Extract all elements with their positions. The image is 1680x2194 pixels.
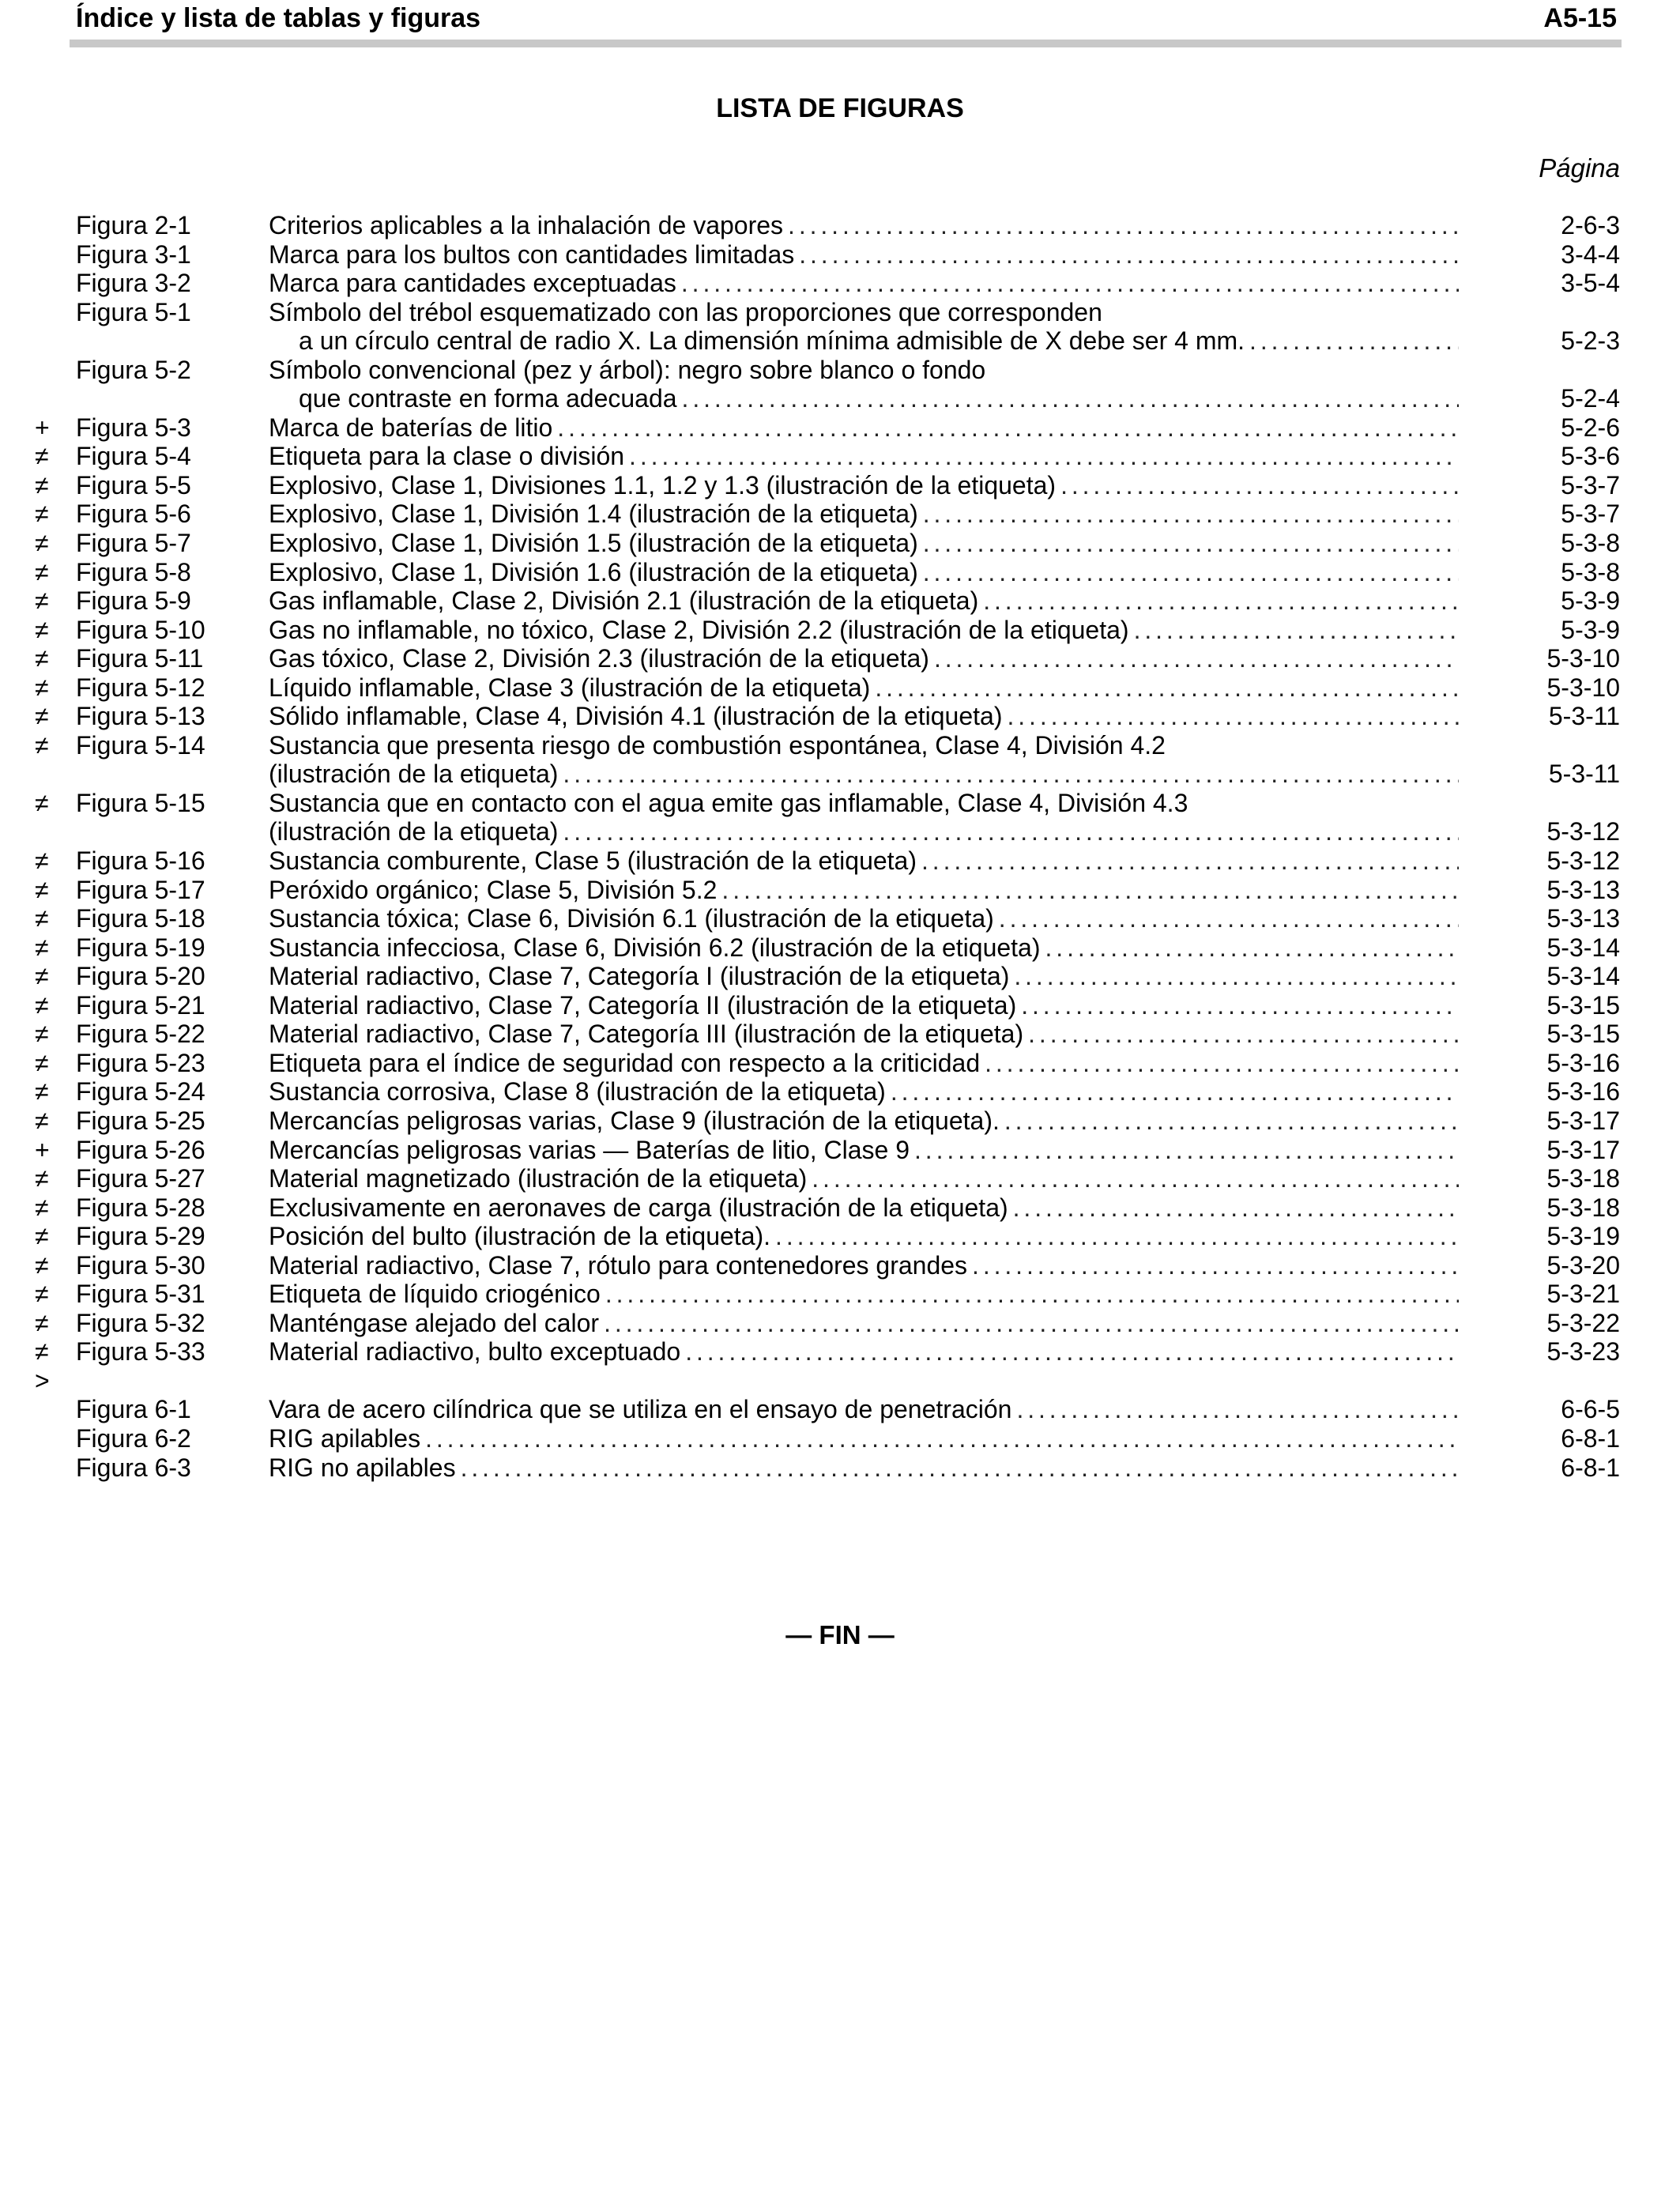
figure-label: Figura 5-15 xyxy=(76,788,205,817)
page-number: 5-3-9 xyxy=(1561,615,1620,644)
figure-title xyxy=(269,1251,1459,1280)
page-number: 6-8-1 xyxy=(1561,1423,1620,1453)
running-header xyxy=(73,0,1623,36)
figure-title-text: Explosivo, Clase 1, División 1.4 (ilustración de la etiqueta) xyxy=(269,499,918,529)
list-line xyxy=(0,1222,1680,1251)
page-number: 5-3-13 xyxy=(1546,875,1620,904)
revision-mark: ≠ xyxy=(35,990,49,1020)
figure-title-text: Material radiactivo, Clase 7, Categoría I (ilustración de la etiqueta) xyxy=(269,962,1010,991)
revision-mark: ≠ xyxy=(35,1164,49,1193)
figure-title-text: Mercancías peligrosas varias — Baterías de litio, Clase 9 xyxy=(269,1135,910,1164)
list-line xyxy=(0,876,1680,905)
header-page-ref: A5-15 xyxy=(1543,3,1617,33)
revision-mark: ≠ xyxy=(35,615,49,644)
list-line xyxy=(0,356,1680,385)
list-line xyxy=(0,1424,1680,1453)
figure-label: Figura 5-14 xyxy=(76,730,205,760)
figure-title xyxy=(269,442,1459,470)
page-number: 5-3-7 xyxy=(1561,470,1620,499)
figure-title xyxy=(269,616,1459,644)
revision-mark: ≠ xyxy=(35,730,49,760)
figure-title xyxy=(269,702,1459,730)
list-line xyxy=(0,1453,1680,1483)
page-number: 5-3-18 xyxy=(1546,1164,1620,1193)
page-number: 5-3-11 xyxy=(1548,702,1620,731)
revision-mark: ≠ xyxy=(35,962,49,991)
figure-label: Figura 5-7 xyxy=(76,529,191,558)
dot-leader xyxy=(918,529,1459,557)
dot-leader xyxy=(918,558,1459,586)
figure-title xyxy=(269,211,1459,239)
revision-mark: ≠ xyxy=(35,875,49,904)
figure-title xyxy=(269,1106,1459,1135)
page-number: 5-3-11 xyxy=(1548,760,1620,789)
page-number: 6-8-1 xyxy=(1561,1453,1620,1482)
dot-leader xyxy=(994,904,1459,933)
figure-title xyxy=(269,1136,1459,1164)
figure-label: Figura 6-1 xyxy=(76,1395,191,1424)
figure-title-text: Gas inflamable, Clase 2, División 2.1 (ilustración de la etiqueta) xyxy=(269,586,979,616)
figure-title xyxy=(269,1077,1459,1106)
list-line xyxy=(0,933,1680,963)
figure-title xyxy=(269,471,1459,499)
list-line xyxy=(0,499,1680,529)
list-line xyxy=(0,558,1680,587)
revision-mark: ≠ xyxy=(35,586,49,616)
list-line xyxy=(0,384,1680,413)
figure-title-text: Manténgase alejado del calor xyxy=(269,1308,600,1337)
page-number: 5-3-6 xyxy=(1561,442,1620,471)
revision-mark: ≠ xyxy=(35,529,49,558)
figure-label: Figura 5-18 xyxy=(76,904,205,933)
figure-title-text: Material magnetizado (ilustración de la etiqueta) xyxy=(269,1164,808,1193)
list-line xyxy=(0,962,1680,991)
page-number: 5-3-10 xyxy=(1546,673,1620,702)
list-line xyxy=(0,471,1680,500)
list-line xyxy=(0,326,1680,356)
revision-mark: ≠ xyxy=(35,702,49,731)
figure-title-text: RIG apilables xyxy=(269,1423,421,1453)
header-title: Índice y lista de tablas y figuras xyxy=(76,3,481,33)
page-number: 3-5-4 xyxy=(1561,269,1620,298)
revision-mark: ≠ xyxy=(35,1106,49,1135)
figure-label: Figura 6-3 xyxy=(76,1453,191,1482)
figure-title xyxy=(299,326,1459,355)
page-number: 5-3-9 xyxy=(1561,586,1620,616)
page-number: 5-3-12 xyxy=(1546,817,1620,846)
figure-label: Figura 3-2 xyxy=(76,269,191,298)
list-line xyxy=(0,211,1680,240)
list-line xyxy=(0,442,1680,471)
figure-title-text: Explosivo, Clase 1, División 1.5 (ilustración de la etiqueta) xyxy=(269,529,918,558)
figure-title-text: Sustancia que presenta riesgo de combustión espontánea, Clase 4, División 4.2 xyxy=(269,730,1166,760)
page-number: 5-3-23 xyxy=(1546,1337,1620,1367)
dot-leader xyxy=(680,1337,1459,1366)
dot-leader xyxy=(676,269,1459,297)
figure-title-text: Símbolo convencional (pez y árbol): negro sobre blanco o fondo xyxy=(269,355,986,384)
list-line xyxy=(0,644,1680,673)
list-line xyxy=(0,817,1680,846)
figure-title xyxy=(269,1049,1459,1077)
figure-label: Figura 5-28 xyxy=(76,1193,205,1222)
figure-title-text: (ilustración de la etiqueta) xyxy=(269,817,559,846)
page-number: 5-3-15 xyxy=(1546,990,1620,1020)
list-line xyxy=(0,1077,1680,1106)
page-number: 5-3-10 xyxy=(1546,644,1620,673)
page-number: 5-3-19 xyxy=(1546,1222,1620,1251)
revision-mark: ≠ xyxy=(35,557,49,586)
figure-label: Figura 5-26 xyxy=(76,1135,205,1164)
page-number: 3-4-4 xyxy=(1561,239,1620,269)
figure-label: Figura 5-10 xyxy=(76,615,205,644)
figure-label: Figura 5-3 xyxy=(76,413,191,442)
figure-label: Figura 5-22 xyxy=(76,1020,205,1049)
figure-title-text: Criterios aplicables a la inhalación de vapores xyxy=(269,211,784,239)
page-number: 5-3-16 xyxy=(1546,1077,1620,1106)
figure-title xyxy=(269,1453,1459,1482)
dot-leader xyxy=(794,240,1459,269)
list-line xyxy=(0,760,1680,789)
figure-label: Figura 5-13 xyxy=(76,702,205,731)
figure-title xyxy=(269,933,1459,962)
figure-title-text: Sustancia comburente, Clase 5 (ilustración de la etiqueta) xyxy=(269,846,917,876)
list-line xyxy=(0,1106,1680,1136)
figure-title xyxy=(269,962,1459,990)
revision-mark: ≠ xyxy=(35,673,49,702)
revision-mark: + xyxy=(35,413,50,442)
list-line xyxy=(0,1280,1680,1309)
figure-title xyxy=(299,384,1459,413)
figure-list xyxy=(0,211,1680,1482)
figure-title-text: Exclusivamente en aeronaves de carga (ilustración de la etiqueta) xyxy=(269,1193,1008,1222)
list-line xyxy=(0,1020,1680,1049)
list-line xyxy=(0,1193,1680,1223)
page-number: 5-3-18 xyxy=(1546,1193,1620,1222)
figure-title xyxy=(269,904,1459,933)
revision-mark: ≠ xyxy=(35,1020,49,1049)
dot-leader xyxy=(1000,1106,1459,1135)
figure-title xyxy=(269,817,1459,846)
list-line xyxy=(0,586,1680,616)
figure-title-text: Etiqueta para la clase o división xyxy=(269,442,625,471)
figure-title-text: Etiqueta de líquido criogénico xyxy=(269,1280,601,1309)
revision-mark: ≠ xyxy=(35,788,49,817)
figure-title-text: Material radiactivo, bulto exceptuado xyxy=(269,1337,681,1367)
figure-title xyxy=(269,876,1459,904)
page-number: 5-3-14 xyxy=(1546,933,1620,962)
figure-title-text: Marca para cantidades exceptuadas xyxy=(269,269,676,298)
page-number: 5-3-22 xyxy=(1546,1308,1620,1337)
revision-mark: ≠ xyxy=(35,933,49,962)
figure-label: Figura 5-30 xyxy=(76,1250,205,1280)
figure-title-text: Símbolo del trébol esquematizado con las proporciones que corresponden xyxy=(269,297,1102,326)
list-line xyxy=(0,1049,1680,1078)
figure-title-text: Peróxido orgánico; Clase 5, División 5.2 xyxy=(269,875,718,904)
revision-mark: > xyxy=(35,1366,50,1395)
dot-leader xyxy=(1016,991,1459,1020)
dot-leader xyxy=(601,1280,1459,1308)
page-number: 5-3-21 xyxy=(1546,1280,1620,1309)
revision-mark: ≠ xyxy=(35,1308,49,1337)
dot-leader xyxy=(978,586,1459,615)
revision-mark: ≠ xyxy=(35,904,49,933)
section-title: LISTA DE FIGURAS xyxy=(716,93,964,123)
header-rule xyxy=(70,40,1622,47)
revision-mark: ≠ xyxy=(35,644,49,673)
figure-title-text: (ilustración de la etiqueta) xyxy=(269,760,559,789)
figure-label: Figura 5-33 xyxy=(76,1337,205,1367)
list-line xyxy=(0,702,1680,731)
dot-leader xyxy=(624,442,1459,470)
list-line xyxy=(0,731,1680,760)
figure-title-text: Sólido inflamable, Clase 4, División 4.1 (ilustración de la etiqueta) xyxy=(269,702,1003,731)
dot-leader xyxy=(918,499,1459,528)
list-line xyxy=(0,991,1680,1020)
figure-title xyxy=(269,1193,1459,1222)
figure-label: Figura 5-1 xyxy=(76,297,191,326)
figure-title xyxy=(269,298,1459,326)
dot-leader xyxy=(917,846,1459,875)
page-number: 2-6-3 xyxy=(1561,211,1620,239)
page-number: 5-3-8 xyxy=(1561,529,1620,558)
list-line xyxy=(0,1395,1680,1424)
revision-mark: ≠ xyxy=(35,499,49,529)
dot-leader xyxy=(870,673,1459,702)
dot-leader xyxy=(770,1222,1459,1250)
figure-title-text: a un círculo central de radio X. La dimensión mínima admisible de X debe ser 4 mm. xyxy=(299,326,1245,356)
list-line xyxy=(0,529,1680,558)
figure-title xyxy=(269,644,1459,673)
figure-label: Figura 5-12 xyxy=(76,673,205,702)
dot-leader xyxy=(807,1164,1459,1193)
figure-label: Figura 5-24 xyxy=(76,1077,205,1106)
figure-label: Figura 5-29 xyxy=(76,1222,205,1251)
figure-title xyxy=(269,731,1459,760)
revision-mark: ≠ xyxy=(35,442,49,471)
figure-title-text: Sustancia infecciosa, Clase 6, División 6.2 (ilustración de la etiqueta) xyxy=(269,933,1041,962)
dot-leader xyxy=(456,1453,1459,1482)
figure-label: Figura 2-1 xyxy=(76,211,191,239)
figure-label: Figura 5-2 xyxy=(76,355,191,384)
page-number: 5-3-14 xyxy=(1546,962,1620,991)
dot-leader xyxy=(717,876,1459,904)
figure-label: Figura 5-11 xyxy=(76,644,204,673)
figure-label: Figura 5-5 xyxy=(76,470,191,499)
figure-title-text: Sustancia que en contacto con el agua emite gas inflamable, Clase 4, División 4.3 xyxy=(269,788,1188,817)
dot-leader xyxy=(1008,1193,1459,1222)
figure-label: Figura 5-32 xyxy=(76,1308,205,1337)
list-line xyxy=(0,616,1680,645)
figure-title-text: Marca de baterías de litio xyxy=(269,413,553,442)
figure-title xyxy=(269,846,1459,875)
revision-mark: ≠ xyxy=(35,470,49,499)
figure-title-text: RIG no apilables xyxy=(269,1453,456,1482)
revision-mark: ≠ xyxy=(35,1193,49,1222)
end-marker: — FIN — xyxy=(785,1620,895,1649)
list-line xyxy=(0,846,1680,876)
figure-label: Figura 5-4 xyxy=(76,442,191,471)
revision-mark: ≠ xyxy=(35,1222,49,1251)
dot-leader xyxy=(886,1077,1459,1106)
dot-leader xyxy=(420,1424,1459,1453)
page-number: 5-3-20 xyxy=(1546,1250,1620,1280)
dot-leader xyxy=(558,760,1459,788)
dot-leader xyxy=(677,384,1459,413)
revision-mark: ≠ xyxy=(35,1250,49,1280)
figure-title xyxy=(269,558,1459,586)
figure-title-text: Posición del bulto (ilustración de la etiqueta). xyxy=(269,1222,771,1251)
revision-mark: ≠ xyxy=(35,1280,49,1309)
list-line xyxy=(0,789,1680,818)
figure-title xyxy=(269,529,1459,557)
figure-label: Figura 6-2 xyxy=(76,1423,191,1453)
figure-label: Figura 5-17 xyxy=(76,875,205,904)
list-line xyxy=(0,413,1680,443)
figure-title xyxy=(269,413,1459,442)
figure-label: Figura 5-6 xyxy=(76,499,191,529)
revision-mark: ≠ xyxy=(35,846,49,876)
figure-title xyxy=(269,586,1459,615)
figure-title xyxy=(269,1164,1459,1193)
page-number: 5-3-8 xyxy=(1561,557,1620,586)
figure-title xyxy=(269,269,1459,297)
figure-title-text: Sustancia corrosiva, Clase 8 (ilustración de la etiqueta) xyxy=(269,1077,886,1106)
figure-title xyxy=(269,356,1459,384)
figure-label: Figura 5-21 xyxy=(76,990,205,1020)
figure-title-text: Material radiactivo, Clase 7, Categoría II (ilustración de la etiqueta) xyxy=(269,990,1017,1020)
figure-title-text: Marca para los bultos con cantidades limitadas xyxy=(269,239,795,269)
dot-leader xyxy=(783,211,1459,239)
figure-label: Figura 5-23 xyxy=(76,1048,205,1077)
figure-title-text: Gas tóxico, Clase 2, División 2.3 (ilustración de la etiqueta) xyxy=(269,644,929,673)
dot-leader xyxy=(1011,1395,1459,1423)
figure-title xyxy=(269,1395,1459,1423)
page-number: 5-2-3 xyxy=(1561,326,1620,356)
figure-title xyxy=(269,991,1459,1020)
figure-title xyxy=(269,1280,1459,1308)
dot-leader xyxy=(1245,326,1459,355)
page-column-label: Página xyxy=(1539,153,1620,183)
page-number: 5-2-6 xyxy=(1561,413,1620,442)
figure-label: Figura 5-20 xyxy=(76,962,205,991)
figure-title xyxy=(269,673,1459,702)
list-line xyxy=(0,1309,1680,1338)
page-number: 5-3-16 xyxy=(1546,1048,1620,1077)
figure-label: Figura 5-25 xyxy=(76,1106,205,1135)
dot-leader xyxy=(599,1309,1459,1337)
dot-leader xyxy=(1023,1020,1459,1048)
list-line xyxy=(0,1164,1680,1193)
list-line xyxy=(0,1136,1680,1165)
figure-title xyxy=(269,760,1459,788)
dot-leader xyxy=(1041,933,1460,962)
figure-title xyxy=(269,1020,1459,1048)
figure-title xyxy=(269,1309,1459,1337)
figure-title-text: Vara de acero cilíndrica que se utiliza en el ensayo de penetración xyxy=(269,1395,1012,1424)
dot-leader xyxy=(910,1136,1459,1164)
figure-title-text: Sustancia tóxica; Clase 6, División 6.1 (ilustración de la etiqueta) xyxy=(269,904,994,933)
dot-leader xyxy=(1009,962,1459,990)
list-line xyxy=(0,240,1680,270)
figure-label: Figura 5-8 xyxy=(76,557,191,586)
page-number: 5-3-17 xyxy=(1546,1106,1620,1135)
figure-title xyxy=(269,1424,1459,1453)
figure-title-text: que contraste en forma adecuada xyxy=(299,384,677,413)
list-line xyxy=(0,904,1680,933)
revision-mark: ≠ xyxy=(35,1337,49,1367)
dot-leader xyxy=(552,413,1459,442)
figure-label: Figura 3-1 xyxy=(76,239,191,269)
page-number: 5-3-15 xyxy=(1546,1020,1620,1049)
figure-title-text: Gas no inflamable, no tóxico, Clase 2, División 2.2 (ilustración de la etiqueta) xyxy=(269,615,1129,644)
figure-label: Figura 5-19 xyxy=(76,933,205,962)
figure-title-text: Mercancías peligrosas varias, Clase 9 (ilustración de la etiqueta). xyxy=(269,1106,1000,1135)
figure-label: Figura 5-31 xyxy=(76,1280,205,1309)
figure-title-text: Explosivo, Clase 1, Divisiones 1.1, 1.2 y 1.3 (ilustración de la etiqueta) xyxy=(269,470,1057,499)
figure-title-text: Líquido inflamable, Clase 3 (ilustración de la etiqueta) xyxy=(269,673,871,702)
dot-leader xyxy=(558,817,1459,846)
figure-title xyxy=(269,499,1459,528)
list-line xyxy=(0,1251,1680,1280)
revision-mark: ≠ xyxy=(35,1077,49,1106)
figure-title xyxy=(269,789,1459,817)
list-line xyxy=(0,1367,1680,1396)
revision-mark: ≠ xyxy=(35,1048,49,1077)
figure-title-text: Material radiactivo, Clase 7, Categoría III (ilustración de la etiqueta) xyxy=(269,1020,1024,1049)
figure-title-text: Material radiactivo, Clase 7, rótulo para contenedores grandes xyxy=(269,1250,968,1280)
figure-label: Figura 5-9 xyxy=(76,586,191,616)
page-number: 5-3-13 xyxy=(1546,904,1620,933)
dot-leader xyxy=(1002,702,1459,730)
page-number: 5-2-4 xyxy=(1561,384,1620,413)
figure-title xyxy=(269,1222,1459,1250)
dot-leader xyxy=(967,1251,1459,1280)
list-line xyxy=(0,1337,1680,1367)
list-line xyxy=(0,298,1680,327)
figure-title-text: Explosivo, Clase 1, División 1.6 (ilustración de la etiqueta) xyxy=(269,557,918,586)
page-number: 5-3-17 xyxy=(1546,1135,1620,1164)
dot-leader xyxy=(929,644,1459,673)
page-number: 5-3-12 xyxy=(1546,846,1620,876)
figure-label: Figura 5-16 xyxy=(76,846,205,876)
figure-title xyxy=(269,240,1459,269)
dot-leader xyxy=(1056,471,1459,499)
figure-title xyxy=(269,1337,1459,1366)
figure-title-text: Etiqueta para el índice de seguridad con respecto a la criticidad xyxy=(269,1048,981,1077)
revision-mark: + xyxy=(35,1135,50,1164)
list-line xyxy=(0,269,1680,298)
page-number: 5-3-7 xyxy=(1561,499,1620,529)
figure-label: Figura 5-27 xyxy=(76,1164,205,1193)
dot-leader xyxy=(980,1049,1459,1077)
dot-leader xyxy=(1129,616,1459,644)
page-number: 6-6-5 xyxy=(1561,1395,1620,1424)
list-line xyxy=(0,673,1680,703)
